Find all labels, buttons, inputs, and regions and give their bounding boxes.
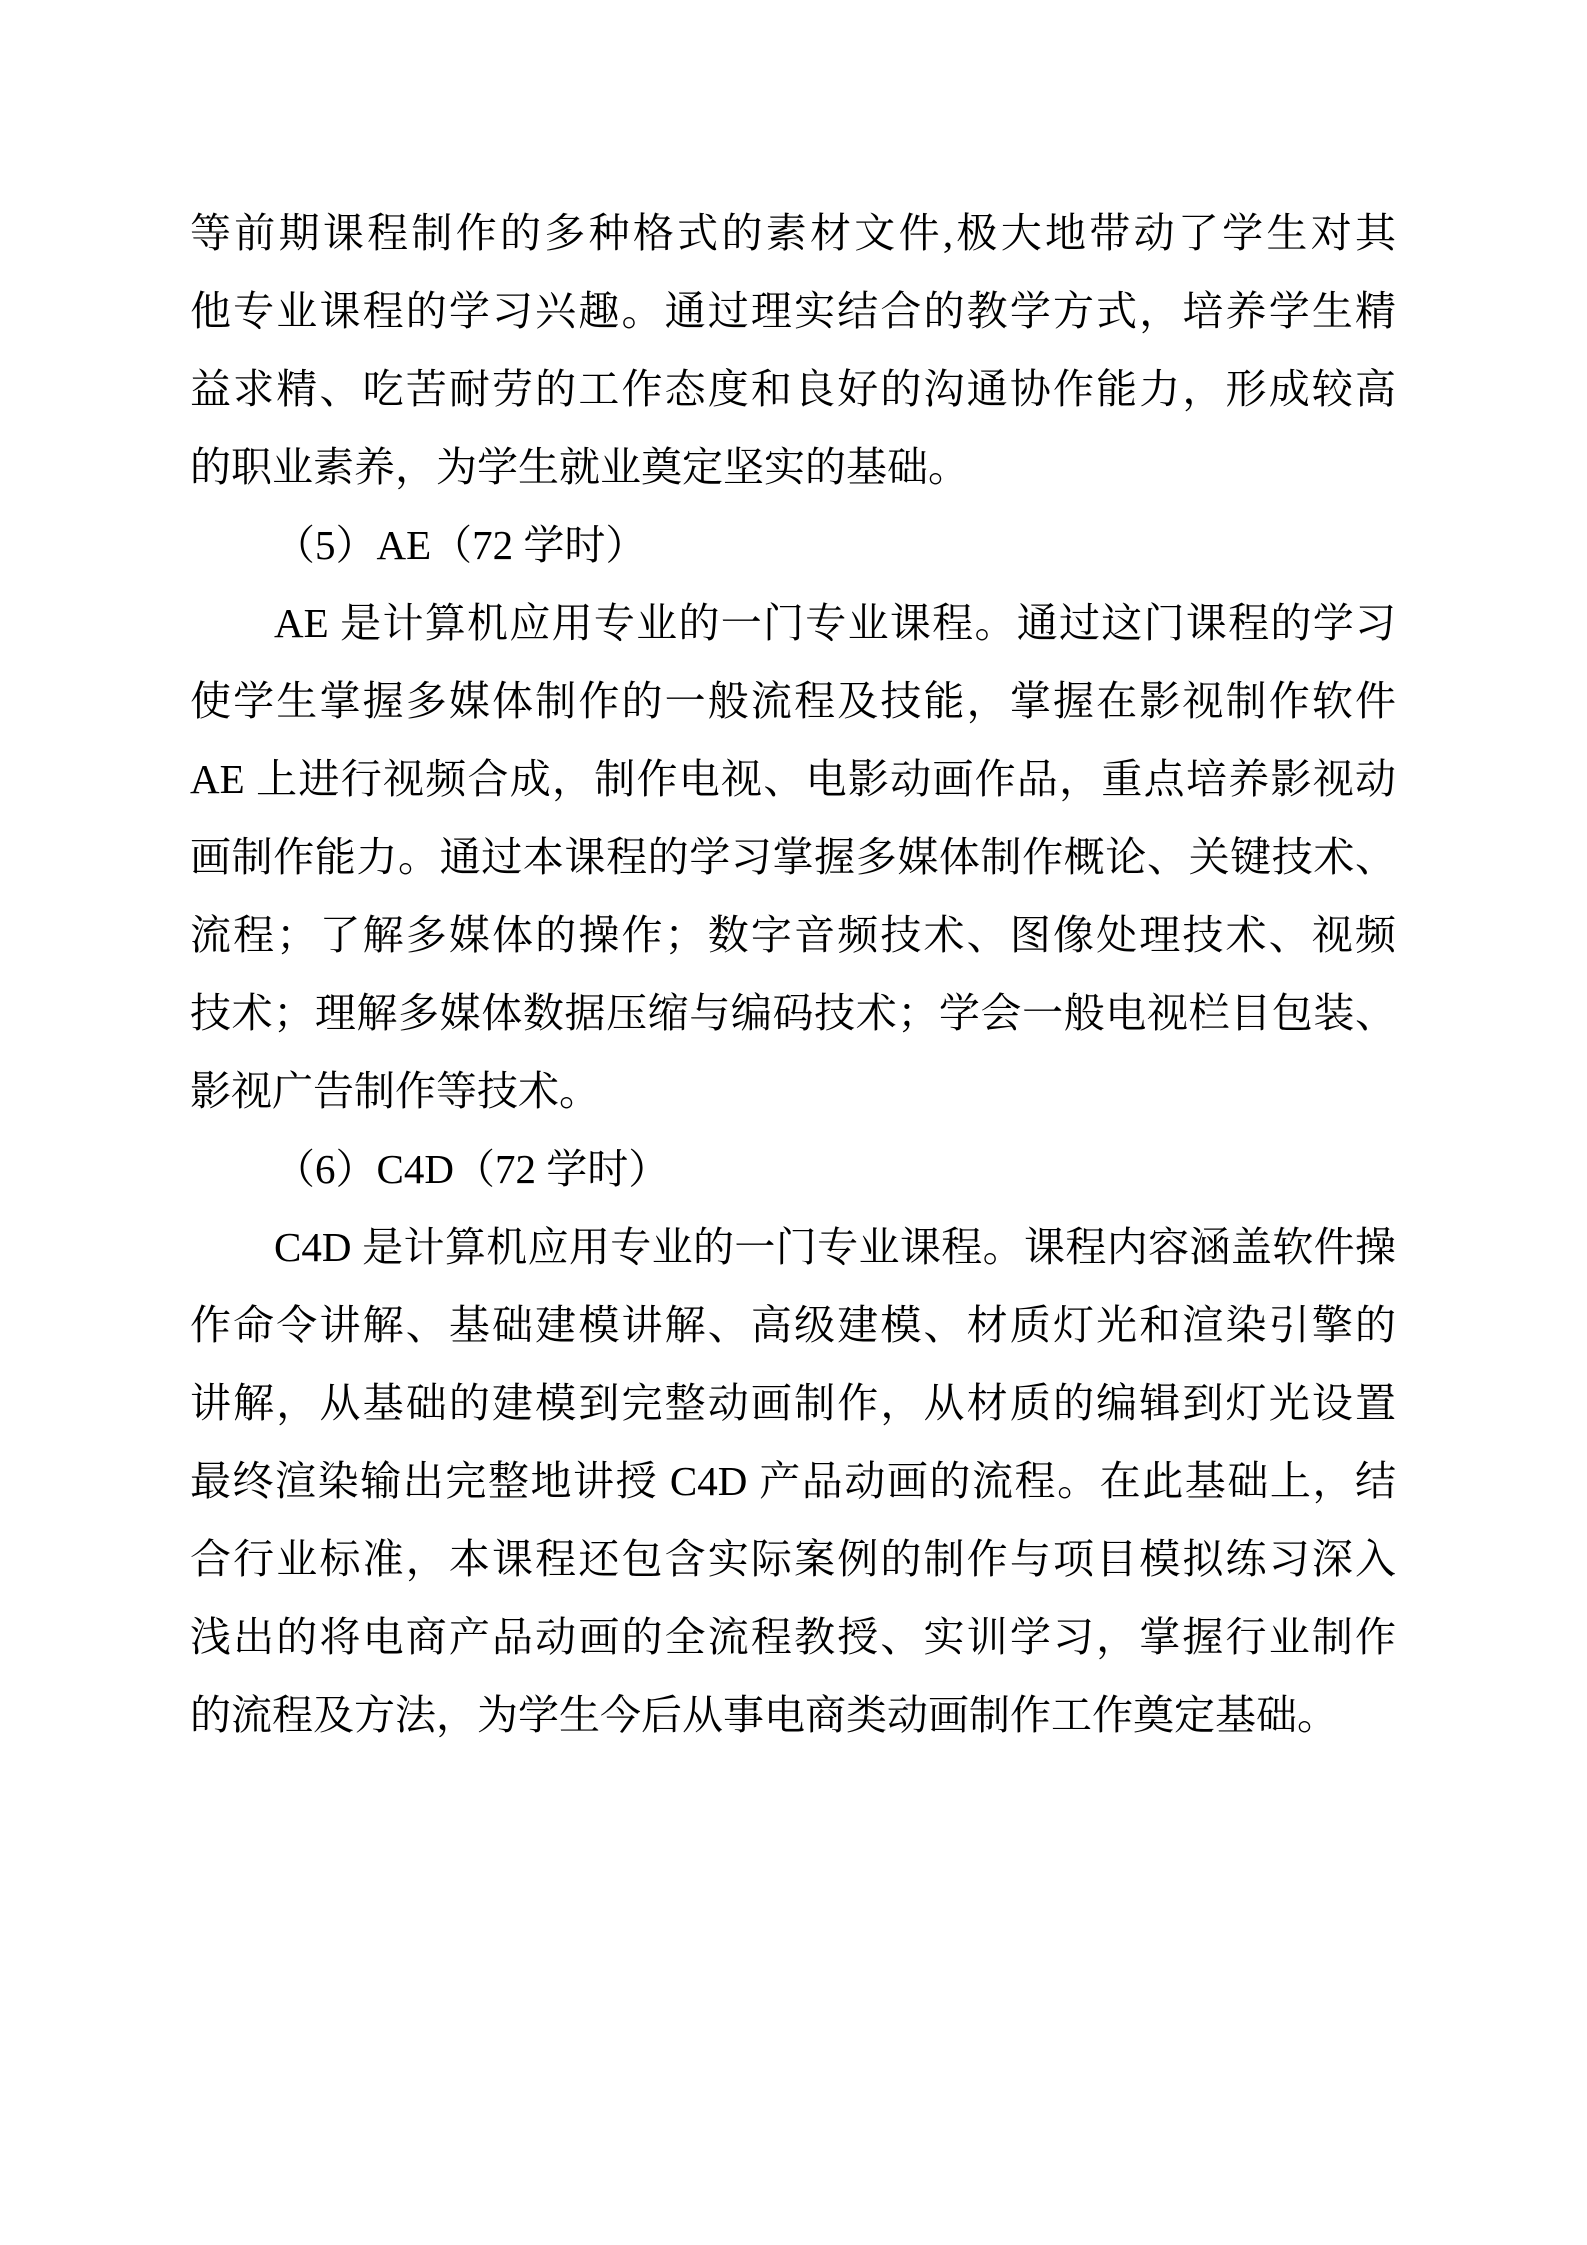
text-line: 等前期课程制作的多种格式的素材文件,极大地带动了学生对其 [190,210,1396,256]
text-line: 流程；了解多媒体的操作；数字音频技术、图像处理技术、视频 [190,912,1396,958]
text-line: 技术；理解多媒体数据压缩与编码技术；学会一般电视栏目包装、 [190,990,1396,1036]
text-line: （5）AE（72 学时） [274,522,647,568]
text-line: 益求精、吃苦耐劳的工作态度和良好的沟通协作能力，形成较高 [190,366,1396,412]
text-line: 浅出的将电商产品动画的全流程教授、实训学习，掌握行业制作 [190,1614,1396,1660]
text-line: AE 上进行视频合成，制作电视、电影动画作品，重点培养影视动 [190,756,1396,802]
text-line: 作命令讲解、基础建模讲解、高级建模、材质灯光和渲染引擎的 [190,1302,1396,1348]
text-line: 的流程及方法，为学生今后从事电商类动画制作工作奠定基础。 [190,1692,1338,1738]
text-line: 影视广告制作等技术。 [190,1068,600,1114]
text-line: C4D 是计算机应用专业的一门专业课程。课程内容涵盖软件操 [274,1224,1396,1270]
text-line: AE 是计算机应用专业的一门专业课程。通过这门课程的学习 [274,600,1396,646]
text-line: （6）C4D（72 学时） [274,1146,670,1192]
text-line: 合行业标准，本课程还包含实际案例的制作与项目模拟练习深入 [190,1536,1396,1582]
text-line: 最终渲染输出完整地讲授 C4D 产品动画的流程。在此基础上，结 [190,1458,1396,1504]
text-line: 的职业素养，为学生就业奠定坚实的基础。 [190,444,969,490]
text-line: 讲解，从基础的建模到完整动画制作，从材质的编辑到灯光设置 [190,1380,1396,1426]
text-line: 使学生掌握多媒体制作的一般流程及技能，掌握在影视制作软件 [190,678,1396,724]
document-body [190,194,1396,1754]
text-line: 画制作能力。通过本课程的学习掌握多媒体制作概论、关键技术、 [190,834,1396,880]
text-line: 他专业课程的学习兴趣。通过理实结合的教学方式，培养学生精 [190,288,1396,334]
